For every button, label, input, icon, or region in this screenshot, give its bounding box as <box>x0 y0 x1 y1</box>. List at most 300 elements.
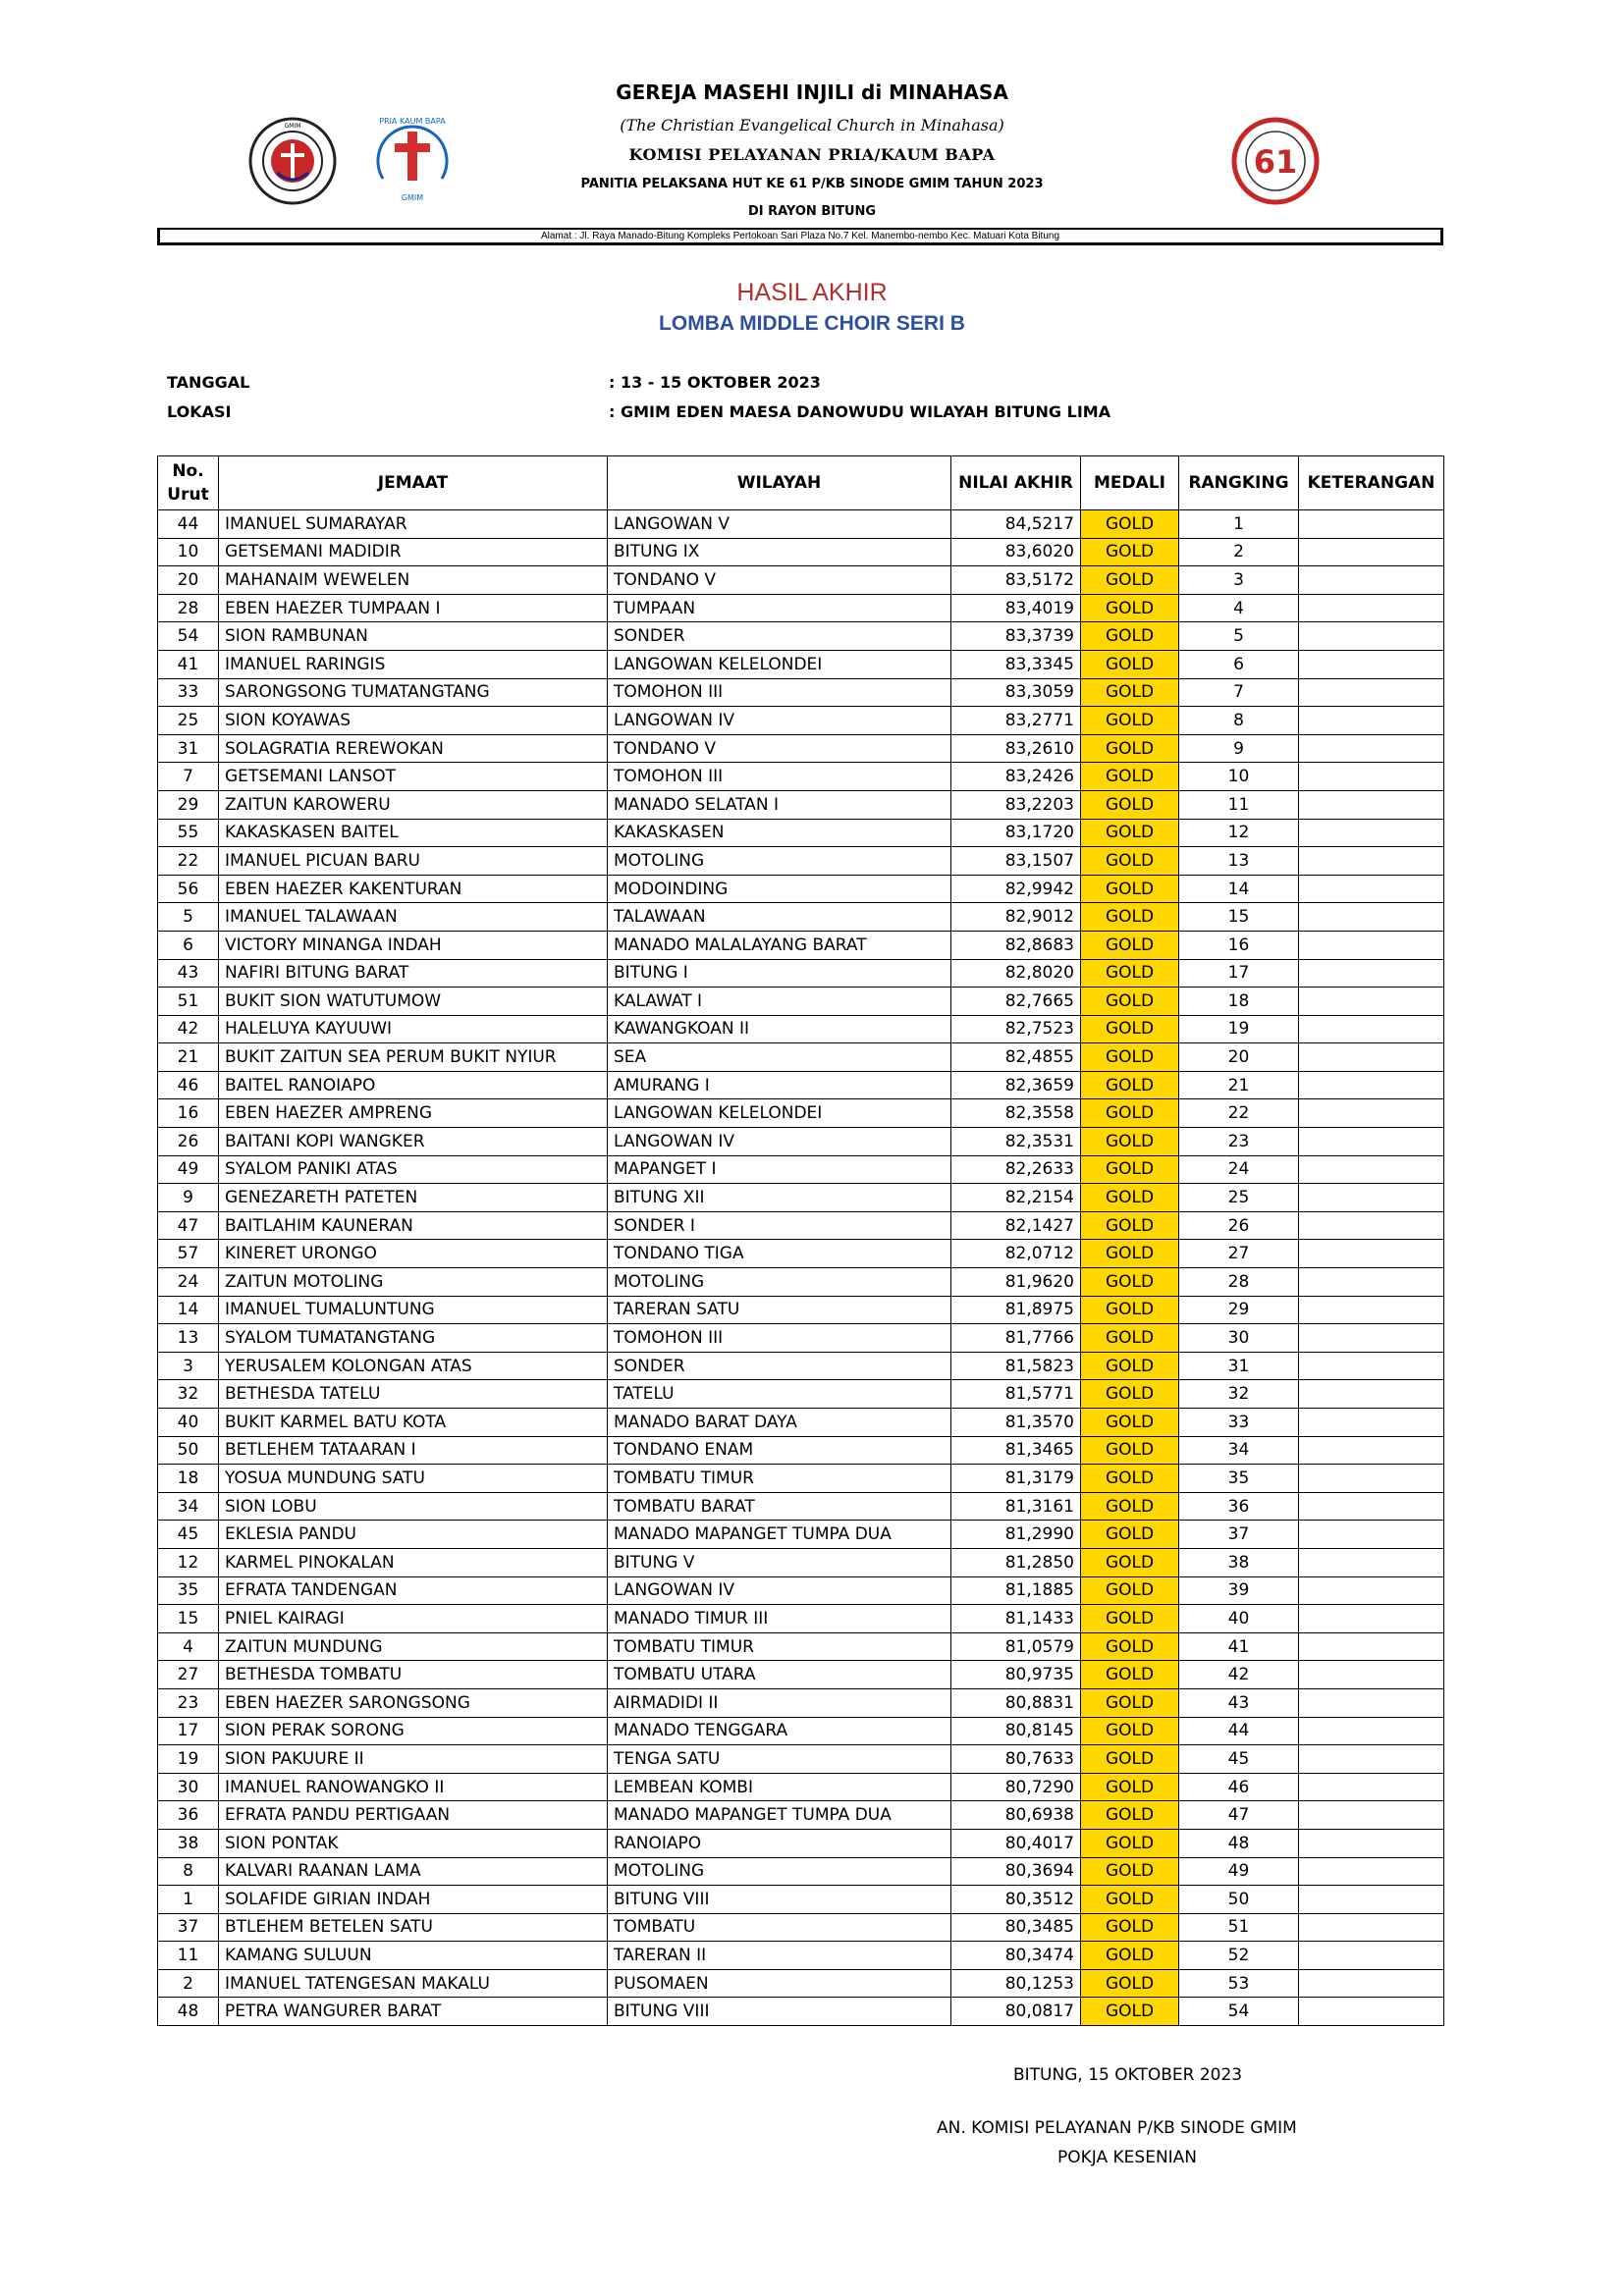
date-label: TANGGAL <box>167 373 250 392</box>
cell-rangking: 1 <box>1179 510 1299 539</box>
cell-medali: GOLD <box>1081 1829 1179 1857</box>
cell-jemaat: BETHESDA TATELU <box>219 1380 608 1409</box>
cell-wilayah: LANGOWAN IV <box>608 1576 951 1605</box>
cell-keterangan <box>1299 1492 1444 1521</box>
cell-no-urut: 12 <box>158 1548 219 1576</box>
cell-no-urut: 35 <box>158 1576 219 1605</box>
cell-wilayah: TONDANO ENAM <box>608 1436 951 1465</box>
table-row <box>158 1605 1444 1633</box>
table-header-row <box>158 456 1444 510</box>
cell-jemaat: SYALOM TUMATANGTANG <box>219 1324 608 1353</box>
cell-wilayah: MANADO TIMUR III <box>608 1605 951 1633</box>
cell-jemaat: ZAITUN KAROWERU <box>219 790 608 819</box>
cell-jemaat: SION KOYAWAS <box>219 707 608 735</box>
cell-no-urut: 51 <box>158 988 219 1016</box>
cell-nilai-akhir: 83,5172 <box>951 566 1081 595</box>
cell-jemaat: IMANUEL RARINGIS <box>219 650 608 678</box>
svg-text:GMIM: GMIM <box>284 123 301 130</box>
cell-rangking: 26 <box>1179 1211 1299 1240</box>
header-wilayah: WILAYAH <box>608 456 951 510</box>
cell-no-urut: 56 <box>158 875 219 903</box>
cell-wilayah: TONDANO TIGA <box>608 1240 951 1268</box>
cell-keterangan <box>1299 1661 1444 1689</box>
cell-rangking: 46 <box>1179 1773 1299 1801</box>
cell-wilayah: MOTOLING <box>608 1857 951 1886</box>
cell-jemaat: EKLESIA PANDU <box>219 1521 608 1549</box>
cell-wilayah: TARERAN II <box>608 1942 951 1970</box>
cell-wilayah: LANGOWAN IV <box>608 707 951 735</box>
svg-text:PRIA KAUM BAPA: PRIA KAUM BAPA <box>379 117 446 126</box>
cell-jemaat: SION PAKUURE II <box>219 1745 608 1774</box>
cell-nilai-akhir: 81,3161 <box>951 1492 1081 1521</box>
cell-no-urut: 16 <box>158 1099 219 1128</box>
cell-medali: GOLD <box>1081 931 1179 959</box>
cell-nilai-akhir: 81,9620 <box>951 1268 1081 1297</box>
cell-no-urut: 17 <box>158 1717 219 1745</box>
cell-jemaat: SION RAMBUNAN <box>219 622 608 651</box>
table-row <box>158 510 1444 539</box>
cell-jemaat: PETRA WANGURER BARAT <box>219 1998 608 2026</box>
cell-wilayah: SONDER <box>608 1352 951 1380</box>
cell-no-urut: 10 <box>158 538 219 566</box>
cell-jemaat: BAITANI KOPI WANGKER <box>219 1128 608 1156</box>
table-row <box>158 1352 1444 1380</box>
cell-jemaat: EBEN HAEZER SARONGSONG <box>219 1688 608 1717</box>
cell-medali: GOLD <box>1081 1632 1179 1661</box>
cell-no-urut: 32 <box>158 1380 219 1409</box>
cell-rangking: 4 <box>1179 594 1299 622</box>
cell-jemaat: EBEN HAEZER TUMPAAN I <box>219 594 608 622</box>
cell-nilai-akhir: 82,4855 <box>951 1043 1081 1072</box>
commission-name: KOMISI PELAYANAN PRIA/KAUM BAPA <box>628 145 996 164</box>
cell-wilayah: LANGOWAN V <box>608 510 951 539</box>
cell-no-urut: 22 <box>158 847 219 876</box>
table-row <box>158 538 1444 566</box>
header-jemaat: JEMAAT <box>219 456 608 510</box>
cell-wilayah: RANOIAPO <box>608 1829 951 1857</box>
cell-jemaat: SION PONTAK <box>219 1829 608 1857</box>
cell-rangking: 40 <box>1179 1605 1299 1633</box>
cell-nilai-akhir: 83,3739 <box>951 622 1081 651</box>
results-table <box>157 455 1444 2026</box>
cell-rangking: 39 <box>1179 1576 1299 1605</box>
table-row <box>158 594 1444 622</box>
cell-jemaat: YERUSALEM KOLONGAN ATAS <box>219 1352 608 1380</box>
cell-keterangan <box>1299 707 1444 735</box>
cell-keterangan <box>1299 1829 1444 1857</box>
table-row <box>158 734 1444 763</box>
cell-jemaat: IMANUEL RANOWANGKO II <box>219 1773 608 1801</box>
cell-wilayah: MANADO MALALAYANG BARAT <box>608 931 951 959</box>
cell-medali: GOLD <box>1081 1745 1179 1774</box>
cell-nilai-akhir: 83,3345 <box>951 650 1081 678</box>
cell-medali: GOLD <box>1081 1605 1179 1633</box>
cell-nilai-akhir: 82,8020 <box>951 959 1081 988</box>
cell-no-urut: 42 <box>158 1015 219 1043</box>
cell-jemaat: GETSEMANI MADIDIR <box>219 538 608 566</box>
document-title: HASIL AKHIR <box>736 279 888 306</box>
cell-nilai-akhir: 81,5823 <box>951 1352 1081 1380</box>
cell-nilai-akhir: 80,0817 <box>951 1998 1081 2026</box>
cell-no-urut: 11 <box>158 1942 219 1970</box>
cell-rangking: 43 <box>1179 1688 1299 1717</box>
cell-medali: GOLD <box>1081 1773 1179 1801</box>
cell-rangking: 32 <box>1179 1380 1299 1409</box>
cell-rangking: 20 <box>1179 1043 1299 1072</box>
cell-jemaat: IMANUEL PICUAN BARU <box>219 847 608 876</box>
cell-medali: GOLD <box>1081 538 1179 566</box>
cell-medali: GOLD <box>1081 1211 1179 1240</box>
cell-keterangan <box>1299 1745 1444 1774</box>
header-medali: MEDALI <box>1081 456 1179 510</box>
table-row <box>158 903 1444 932</box>
cell-medali: GOLD <box>1081 1128 1179 1156</box>
table-row <box>158 1071 1444 1099</box>
cell-rangking: 11 <box>1179 790 1299 819</box>
cell-keterangan <box>1299 1688 1444 1717</box>
cell-medali: GOLD <box>1081 707 1179 735</box>
cell-jemaat: EFRATA PANDU PERTIGAAN <box>219 1801 608 1830</box>
table-row <box>158 1717 1444 1745</box>
cell-keterangan <box>1299 1717 1444 1745</box>
cell-keterangan <box>1299 1128 1444 1156</box>
cell-medali: GOLD <box>1081 1155 1179 1184</box>
cell-nilai-akhir: 83,2771 <box>951 707 1081 735</box>
cell-medali: GOLD <box>1081 650 1179 678</box>
cell-jemaat: BUKIT SION WATUTUMOW <box>219 988 608 1016</box>
cell-medali: GOLD <box>1081 1548 1179 1576</box>
svg-text:GMIM: GMIM <box>401 193 424 202</box>
cell-no-urut: 4 <box>158 1632 219 1661</box>
cell-nilai-akhir: 80,3474 <box>951 1942 1081 1970</box>
table-row <box>158 1043 1444 1072</box>
cell-nilai-akhir: 83,4019 <box>951 594 1081 622</box>
cell-rangking: 3 <box>1179 566 1299 595</box>
cell-no-urut: 20 <box>158 566 219 595</box>
place-date: BITUNG, 15 OKTOBER 2023 <box>1013 2065 1243 2085</box>
cell-no-urut: 41 <box>158 650 219 678</box>
cell-jemaat: ZAITUN MOTOLING <box>219 1268 608 1297</box>
table-row <box>158 1099 1444 1128</box>
cell-medali: GOLD <box>1081 1380 1179 1409</box>
cell-no-urut: 49 <box>158 1155 219 1184</box>
table-row <box>158 1436 1444 1465</box>
cell-nilai-akhir: 81,2850 <box>951 1548 1081 1576</box>
cell-wilayah: LANGOWAN KELELONDEI <box>608 650 951 678</box>
cell-jemaat: GETSEMANI LANSOT <box>219 763 608 791</box>
cell-keterangan <box>1299 1801 1444 1830</box>
cell-wilayah: TONDANO V <box>608 566 951 595</box>
cell-rangking: 18 <box>1179 988 1299 1016</box>
cell-no-urut: 55 <box>158 819 219 847</box>
cell-jemaat: KAKASKASEN BAITEL <box>219 819 608 847</box>
cell-rangking: 17 <box>1179 959 1299 988</box>
cell-nilai-akhir: 82,1427 <box>951 1211 1081 1240</box>
cell-rangking: 21 <box>1179 1071 1299 1099</box>
cell-nilai-akhir: 80,9735 <box>951 1661 1081 1689</box>
cell-jemaat: PNIEL KAIRAGI <box>219 1605 608 1633</box>
cell-no-urut: 23 <box>158 1688 219 1717</box>
cell-no-urut: 9 <box>158 1184 219 1212</box>
cell-rangking: 27 <box>1179 1240 1299 1268</box>
header-nilai-akhir: NILAI AKHIR <box>951 456 1081 510</box>
cell-keterangan <box>1299 1071 1444 1099</box>
cell-keterangan <box>1299 1043 1444 1072</box>
cell-no-urut: 24 <box>158 1268 219 1297</box>
cell-jemaat: MAHANAIM WEWELEN <box>219 566 608 595</box>
cell-nilai-akhir: 81,2990 <box>951 1521 1081 1549</box>
cell-wilayah: KALAWAT I <box>608 988 951 1016</box>
cell-keterangan <box>1299 594 1444 622</box>
cell-medali: GOLD <box>1081 1296 1179 1324</box>
cell-keterangan <box>1299 1521 1444 1549</box>
table-row <box>158 1632 1444 1661</box>
cell-wilayah: MOTOLING <box>608 1268 951 1297</box>
cell-nilai-akhir: 81,7766 <box>951 1324 1081 1353</box>
table-row <box>158 847 1444 876</box>
table-row <box>158 1969 1444 1998</box>
cell-jemaat: BAITLAHIM KAUNERAN <box>219 1211 608 1240</box>
cell-jemaat: SYALOM PANIKI ATAS <box>219 1155 608 1184</box>
cell-keterangan <box>1299 790 1444 819</box>
cell-jemaat: BUKIT ZAITUN SEA PERUM BUKIT NYIUR <box>219 1043 608 1072</box>
cell-no-urut: 29 <box>158 790 219 819</box>
cell-wilayah: BITUNG VIII <box>608 1886 951 1914</box>
cell-nilai-akhir: 83,1507 <box>951 847 1081 876</box>
table-row <box>158 875 1444 903</box>
cell-keterangan <box>1299 622 1444 651</box>
cell-rangking: 48 <box>1179 1829 1299 1857</box>
cell-wilayah: BITUNG VIII <box>608 1998 951 2026</box>
cell-nilai-akhir: 83,2610 <box>951 734 1081 763</box>
cell-keterangan <box>1299 1886 1444 1914</box>
table-row <box>158 931 1444 959</box>
cell-nilai-akhir: 83,1720 <box>951 819 1081 847</box>
cell-medali: GOLD <box>1081 1492 1179 1521</box>
cell-no-urut: 28 <box>158 594 219 622</box>
cell-rangking: 22 <box>1179 1099 1299 1128</box>
cell-keterangan <box>1299 1380 1444 1409</box>
cell-jemaat: NAFIRI BITUNG BARAT <box>219 959 608 988</box>
table-row <box>158 1548 1444 1576</box>
table-row <box>158 1184 1444 1212</box>
table-row <box>158 1913 1444 1942</box>
cell-medali: GOLD <box>1081 1409 1179 1437</box>
cell-no-urut: 33 <box>158 678 219 707</box>
cell-no-urut: 30 <box>158 1773 219 1801</box>
cell-jemaat: GENEZARETH PATETEN <box>219 1184 608 1212</box>
cell-medali: GOLD <box>1081 622 1179 651</box>
cell-wilayah: BITUNG V <box>608 1548 951 1576</box>
cell-keterangan <box>1299 819 1444 847</box>
cell-medali: GOLD <box>1081 763 1179 791</box>
table-row <box>158 678 1444 707</box>
cell-medali: GOLD <box>1081 847 1179 876</box>
cell-keterangan <box>1299 1268 1444 1297</box>
cell-medali: GOLD <box>1081 1801 1179 1830</box>
cell-jemaat: SOLAFIDE GIRIAN INDAH <box>219 1886 608 1914</box>
cell-nilai-akhir: 81,3465 <box>951 1436 1081 1465</box>
cell-rangking: 53 <box>1179 1969 1299 1998</box>
cell-jemaat: IMANUEL TATENGESAN MAKALU <box>219 1969 608 1998</box>
cell-rangking: 38 <box>1179 1548 1299 1576</box>
cell-jemaat: KARMEL PINOKALAN <box>219 1548 608 1576</box>
cell-wilayah: AIRMADIDI II <box>608 1688 951 1717</box>
location-label: LOKASI <box>167 402 232 421</box>
cell-no-urut: 57 <box>158 1240 219 1268</box>
cell-jemaat: SOLAGRATIA REREWOKAN <box>219 734 608 763</box>
cell-medali: GOLD <box>1081 1240 1179 1268</box>
table-row <box>158 622 1444 651</box>
cell-wilayah: AMURANG I <box>608 1071 951 1099</box>
cell-no-urut: 2 <box>158 1969 219 1998</box>
cell-no-urut: 21 <box>158 1043 219 1072</box>
cell-no-urut: 26 <box>158 1128 219 1156</box>
cell-keterangan <box>1299 847 1444 876</box>
cell-no-urut: 5 <box>158 903 219 932</box>
cell-keterangan <box>1299 1099 1444 1128</box>
cell-keterangan <box>1299 678 1444 707</box>
cell-nilai-akhir: 82,9012 <box>951 903 1081 932</box>
cell-medali: GOLD <box>1081 1268 1179 1297</box>
table-row <box>158 1492 1444 1521</box>
cell-rangking: 52 <box>1179 1942 1299 1970</box>
cell-rangking: 34 <box>1179 1436 1299 1465</box>
cell-no-urut: 54 <box>158 622 219 651</box>
cell-wilayah: MANADO BARAT DAYA <box>608 1409 951 1437</box>
cell-rangking: 28 <box>1179 1268 1299 1297</box>
cell-no-urut: 13 <box>158 1324 219 1353</box>
cell-wilayah: MANADO TENGGARA <box>608 1717 951 1745</box>
cell-no-urut: 31 <box>158 734 219 763</box>
cell-nilai-akhir: 82,3531 <box>951 1128 1081 1156</box>
cell-medali: GOLD <box>1081 1071 1179 1099</box>
cell-nilai-akhir: 83,6020 <box>951 538 1081 566</box>
cell-keterangan <box>1299 1324 1444 1353</box>
cell-nilai-akhir: 82,7523 <box>951 1015 1081 1043</box>
cell-medali: GOLD <box>1081 903 1179 932</box>
cell-keterangan <box>1299 1605 1444 1633</box>
cell-keterangan <box>1299 1576 1444 1605</box>
cell-no-urut: 37 <box>158 1913 219 1942</box>
cell-no-urut: 3 <box>158 1352 219 1380</box>
header-keterangan: KETERANGAN <box>1299 456 1444 510</box>
cell-rangking: 15 <box>1179 903 1299 932</box>
cell-keterangan <box>1299 734 1444 763</box>
cell-jemaat: BETLEHEM TATAARAN I <box>219 1436 608 1465</box>
cell-wilayah: MANADO MAPANGET TUMPA DUA <box>608 1521 951 1549</box>
cell-no-urut: 45 <box>158 1521 219 1549</box>
cell-rangking: 29 <box>1179 1296 1299 1324</box>
cell-nilai-akhir: 80,1253 <box>951 1969 1081 1998</box>
cell-no-urut: 1 <box>158 1886 219 1914</box>
cell-jemaat: IMANUEL TALAWAAN <box>219 903 608 932</box>
cell-wilayah: TOMBATU <box>608 1913 951 1942</box>
cell-rangking: 50 <box>1179 1886 1299 1914</box>
cell-medali: GOLD <box>1081 510 1179 539</box>
cell-rangking: 14 <box>1179 875 1299 903</box>
cell-rangking: 2 <box>1179 538 1299 566</box>
cell-wilayah: LEMBEAN KOMBI <box>608 1773 951 1801</box>
cell-medali: GOLD <box>1081 1576 1179 1605</box>
cell-wilayah: KAWANGKOAN II <box>608 1015 951 1043</box>
table-row <box>158 707 1444 735</box>
cell-keterangan <box>1299 1296 1444 1324</box>
cell-keterangan <box>1299 1184 1444 1212</box>
cell-no-urut: 14 <box>158 1296 219 1324</box>
cell-nilai-akhir: 82,3558 <box>951 1099 1081 1128</box>
cell-medali: GOLD <box>1081 1521 1179 1549</box>
cell-no-urut: 40 <box>158 1409 219 1437</box>
cell-nilai-akhir: 82,8683 <box>951 931 1081 959</box>
cell-jemaat: ZAITUN MUNDUNG <box>219 1632 608 1661</box>
cell-no-urut: 25 <box>158 707 219 735</box>
cell-nilai-akhir: 81,8975 <box>951 1296 1081 1324</box>
cell-jemaat: KINERET URONGO <box>219 1240 608 1268</box>
cell-keterangan <box>1299 903 1444 932</box>
cell-rangking: 8 <box>1179 707 1299 735</box>
cell-nilai-akhir: 82,7665 <box>951 988 1081 1016</box>
table-row <box>158 763 1444 791</box>
letterhead <box>0 0 1624 255</box>
cell-rangking: 23 <box>1179 1128 1299 1156</box>
cell-rangking: 7 <box>1179 678 1299 707</box>
cell-nilai-akhir: 83,2203 <box>951 790 1081 819</box>
cell-medali: GOLD <box>1081 1886 1179 1914</box>
cell-nilai-akhir: 82,2633 <box>951 1155 1081 1184</box>
table-row <box>158 1576 1444 1605</box>
cell-medali: GOLD <box>1081 1465 1179 1493</box>
cell-keterangan <box>1299 988 1444 1016</box>
table-row <box>158 1155 1444 1184</box>
signatory-line-1: AN. KOMISI PELAYANAN P/KB SINODE GMIM <box>937 2118 1297 2138</box>
cell-keterangan <box>1299 1632 1444 1661</box>
cell-wilayah: TOMBATU TIMUR <box>608 1632 951 1661</box>
cell-keterangan <box>1299 1913 1444 1942</box>
committee-name: PANITIA PELAKSANA HUT KE 61 P/KB SINODE GMIM TAHUN 2023 <box>580 177 1044 191</box>
cell-nilai-akhir: 80,8145 <box>951 1717 1081 1745</box>
cell-jemaat: KAMANG SULUUN <box>219 1942 608 1970</box>
cell-keterangan <box>1299 1155 1444 1184</box>
cell-no-urut: 15 <box>158 1605 219 1633</box>
cell-nilai-akhir: 80,6938 <box>951 1801 1081 1830</box>
cell-nilai-akhir: 80,3694 <box>951 1857 1081 1886</box>
table-row <box>158 1465 1444 1493</box>
table-row <box>158 1324 1444 1353</box>
cell-wilayah: TOMOHON III <box>608 1324 951 1353</box>
cell-keterangan <box>1299 1211 1444 1240</box>
cell-wilayah: TOMBATU UTARA <box>608 1661 951 1689</box>
cell-nilai-akhir: 82,9942 <box>951 875 1081 903</box>
cell-rangking: 6 <box>1179 650 1299 678</box>
table-row <box>158 1296 1444 1324</box>
cell-medali: GOLD <box>1081 1913 1179 1942</box>
signatory-line-2: POKJA KESENIAN <box>1057 2148 1198 2167</box>
cell-no-urut: 7 <box>158 763 219 791</box>
cell-wilayah: MODOINDING <box>608 875 951 903</box>
cell-medali: GOLD <box>1081 1942 1179 1970</box>
cell-rangking: 54 <box>1179 1998 1299 2026</box>
cell-keterangan <box>1299 931 1444 959</box>
cell-wilayah: TUMPAAN <box>608 594 951 622</box>
org-name: GEREJA MASEHI INJILI di MINAHASA <box>616 80 1008 104</box>
table-row <box>158 566 1444 595</box>
cell-medali: GOLD <box>1081 988 1179 1016</box>
table-row <box>158 1211 1444 1240</box>
cell-wilayah: MOTOLING <box>608 847 951 876</box>
cell-nilai-akhir: 82,0712 <box>951 1240 1081 1268</box>
cell-wilayah: MANADO SELATAN I <box>608 790 951 819</box>
